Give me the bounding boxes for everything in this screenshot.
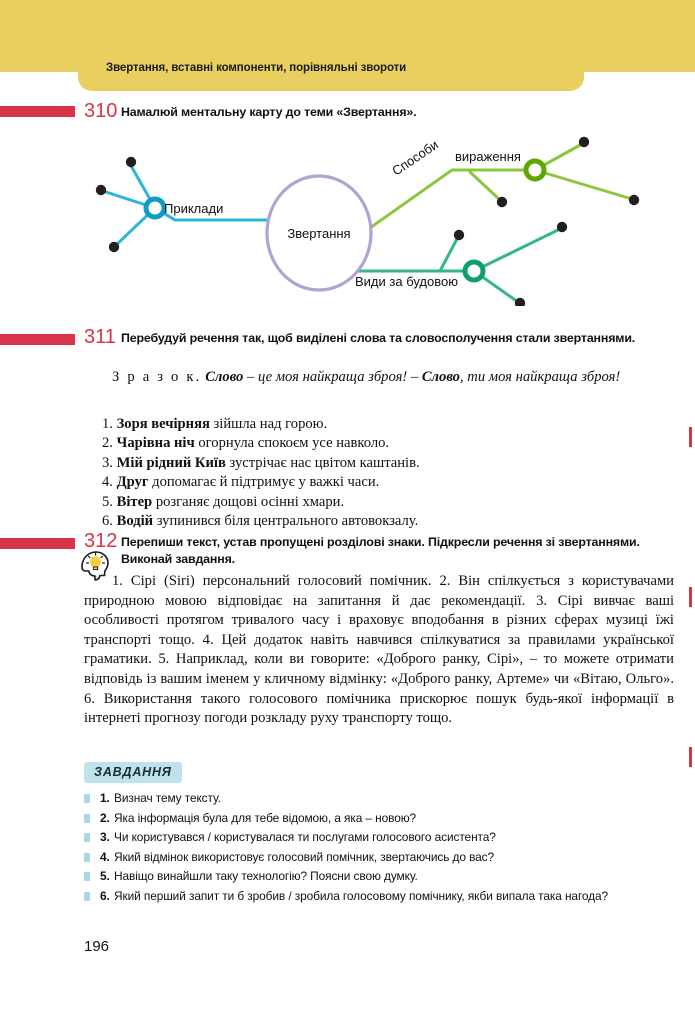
task-text: Яка інформація була для тебе відомою, а яка – новою? (114, 810, 417, 825)
task-bullet-icon (84, 794, 90, 803)
sentence-rest: зійшла над горою. (209, 416, 328, 432)
task-item (84, 829, 674, 845)
task-item (84, 810, 674, 826)
sample-rest: – це моя найкраща зброя! – (243, 369, 422, 385)
sentence-number: 4. (102, 474, 113, 491)
sample-bold-word: Слово (205, 369, 244, 385)
exercise-310-number: 310 (84, 100, 118, 122)
mindmap-label-vyrazhennya: вираження (455, 149, 521, 164)
task-item (84, 888, 674, 904)
task-text: Визнач тему тексту. (114, 791, 221, 805)
task-item (84, 790, 674, 806)
task-number: 3. (100, 830, 110, 844)
sentence-rest: допомагає й підтримує у важкі часи. (148, 474, 380, 491)
task-text: Який перший запит ти б зробив / зробила голосовому помічнику, якби випала така нагода? (114, 888, 609, 903)
sentence-bold: Друг (116, 474, 149, 491)
sample-bold-word-2: Слово (421, 369, 460, 385)
sentence-item (102, 415, 420, 434)
task-item (84, 868, 674, 884)
task-number: 1. (100, 791, 110, 805)
mindmap-center-label: Звертання (287, 226, 351, 241)
sentence-bold: Зоря вечірняя (116, 416, 210, 432)
task-number: 2. (100, 810, 110, 825)
sentence-item (102, 493, 420, 512)
exercise-312-heading: Перепиши текст, устав пропущені розділові знаки. Підкресли речення зі звертаннями. Виконай завдання. (121, 535, 640, 566)
exercise-312-number: 312 (84, 530, 118, 552)
sentence-item (102, 512, 420, 531)
header-tab (78, 72, 584, 91)
sentence-item (102, 434, 420, 453)
sentence-bold: Вітер (116, 493, 153, 510)
task-text: Який відмінок використовує голосовий помічник, звертаючись до вас? (114, 849, 495, 864)
exercise-311-sample (84, 368, 674, 388)
sentence-rest: зустрічає нас цвітом каштанів. (225, 454, 420, 471)
sentence-rest: огорнула спокоєм усе навколо. (194, 435, 390, 452)
tasks-badge: ЗАВДАННЯ (84, 762, 182, 783)
task-number: 4. (100, 849, 110, 864)
exercise-311-heading: Перебудуй речення так, щоб виділені слова та словосполучення стали звертаннями. (121, 331, 636, 345)
sentence-number: 5. (102, 493, 113, 510)
exercise-310-heading: Намалюй ментальну карту до теми «Звертання». (121, 105, 417, 119)
task-bullet-icon (84, 872, 90, 881)
sentence-bold: Чарівна ніч (116, 435, 195, 452)
sentence-number: 2. (102, 435, 113, 452)
mindmap-leaf-dots-green (497, 137, 639, 207)
mindmap-label-vydy: Види за будовою (355, 274, 458, 289)
mindmap-label-sposoby: Способи (389, 136, 441, 179)
task-number: 5. (100, 869, 110, 883)
task-bullet-icon (84, 833, 90, 842)
task-text: Навіщо винайшли таку технологію? Поясни свою думку. (114, 869, 418, 883)
task-number: 6. (100, 888, 110, 903)
mindmap-node-cyan (146, 199, 164, 217)
mindmap-node-teal (465, 262, 483, 280)
mindmap-leaf-dots-cyan (96, 157, 136, 252)
task-bullet-icon (84, 814, 90, 823)
page-header-title: Звертання, вставні компоненти, порівняльні звороти (106, 62, 407, 74)
exercise-312-marker (0, 538, 75, 549)
sample-label: З р а з о к. (112, 369, 202, 385)
edge-mark-3 (689, 747, 692, 767)
task-bullet-icon (84, 853, 90, 862)
task-item (84, 849, 674, 865)
mind-map-diagram (0, 116, 695, 306)
exercise-311-marker (0, 334, 75, 345)
sentence-number: 1. (102, 416, 113, 432)
exercise-311-sentence-list (102, 415, 420, 531)
task-text: Чи користувався / користувалася ти послугами голосового асистента? (114, 830, 496, 844)
sentence-rest: розганяє дощові осінні хмари. (152, 493, 345, 510)
sentence-item (102, 454, 420, 473)
sentence-number: 6. (102, 513, 113, 530)
sample-tail: , ти моя найкраща зброя! (459, 369, 621, 385)
edge-mark-1 (689, 427, 692, 447)
mindmap-node-green (526, 161, 544, 179)
exercise-312-text: 1. Сірі (Siri) персональний голосовий помічник. 2. Він спілкується з користувачами природною мовою відповідає на запитання й дає рекомендації. 3. Сірі вивчає ваші особливості протягом тривалого часу і враховує вподобання в різних сферах музиці їжі транспорті тощо. 4. Цей додаток навіть навчився спілкуватися за правилами української граматики. 5. Наприклад, коли ви говорите: «Доброго ранку, Сірі», – то можете отримати відповідь із вашим іменем у кличному відмінку: «Доброго ранку, Артеме» чи «Вітаю, Ольго». 6. Використання такого голосового помічника прискорює пошук будь-якої інформації в інтернеті прогнозу погоди розкладу руху транспорту тощо. (84, 573, 674, 727)
sentence-bold: Мій рідний Київ (116, 454, 226, 471)
exercise-311-number: 311 (84, 326, 116, 348)
sentence-item (102, 473, 420, 492)
mindmap-label-prykldy: Приклади (164, 201, 224, 216)
task-bullet-icon (84, 892, 90, 901)
tasks-list (84, 790, 674, 907)
edge-mark-2 (689, 587, 692, 607)
sentence-bold: Водій (116, 513, 154, 530)
page-number: 196 (84, 938, 110, 955)
sentence-rest: зупинився біля центрального автовокзалу. (153, 513, 419, 530)
sentence-number: 3. (102, 454, 113, 471)
